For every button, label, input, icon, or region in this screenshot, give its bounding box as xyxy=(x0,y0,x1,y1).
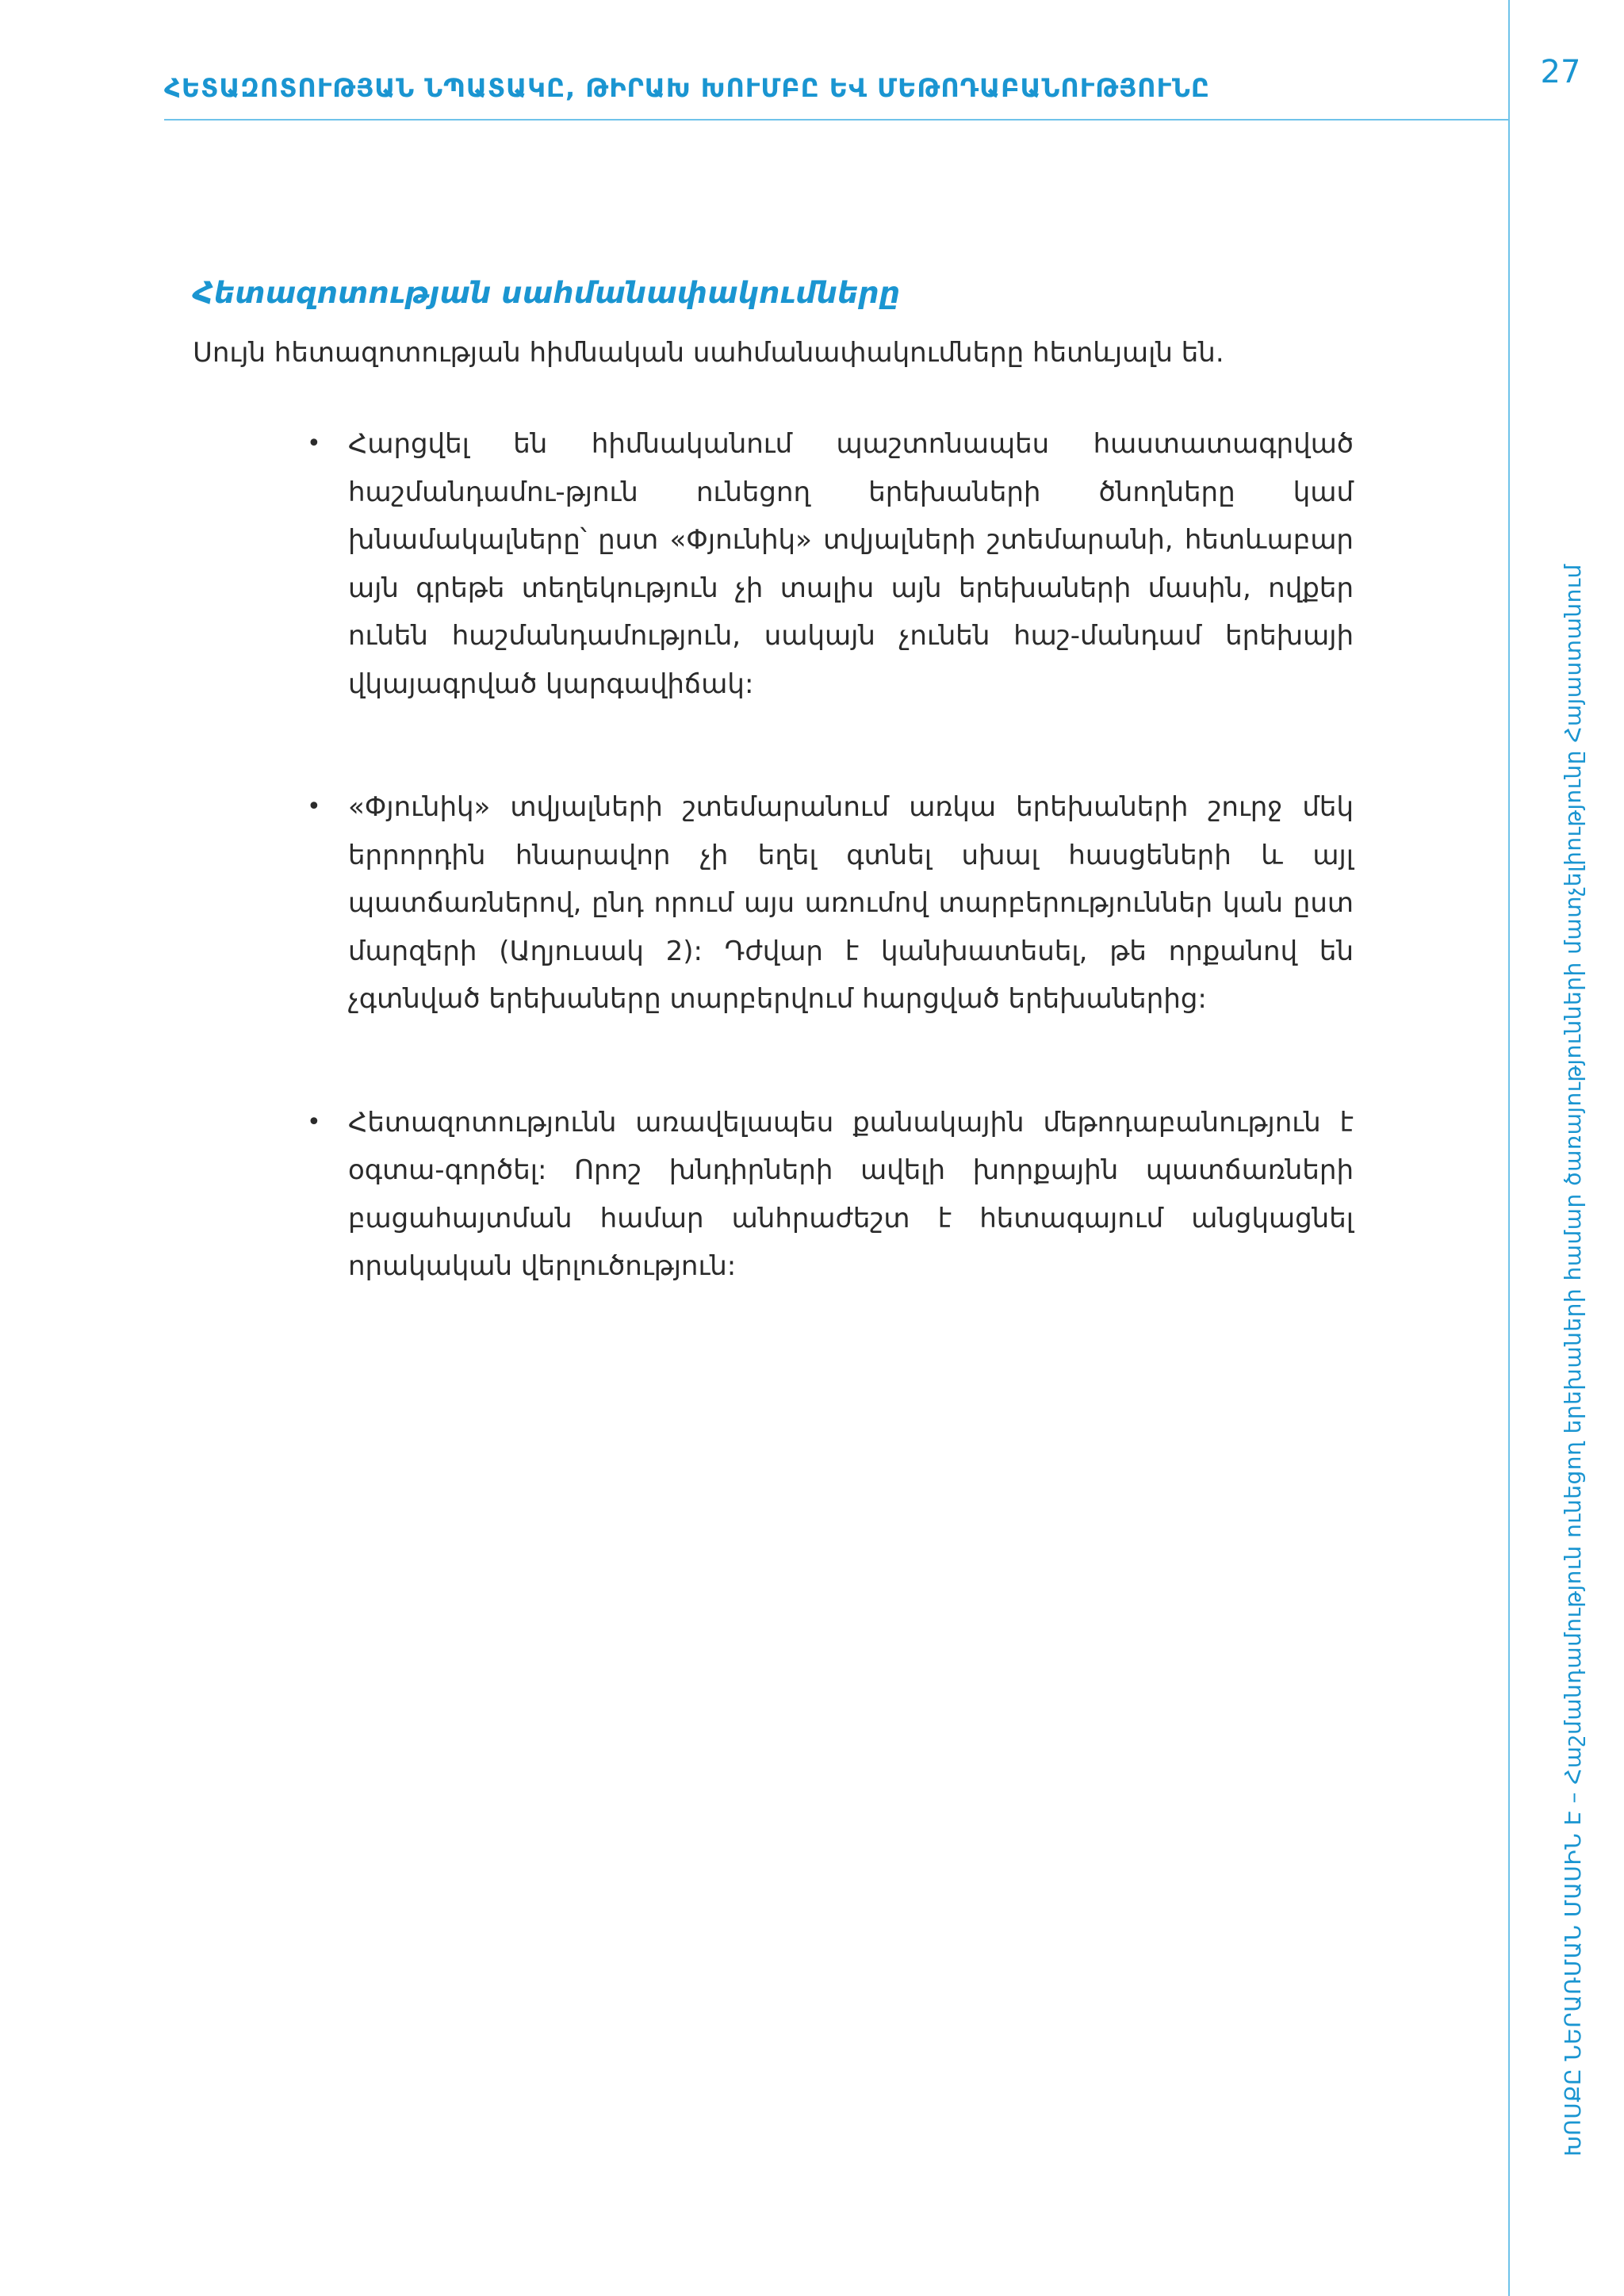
header-divider xyxy=(164,119,1509,121)
list-item xyxy=(307,420,1354,708)
running-header: ՀԵՏԱԶՈՏՈՒԹՅԱՆ ՆՊԱՏԱԿԸ, ԹԻՐԱԽ ԽՈՒՄԲԸ ԵՎ ՄԵԹՈԴԱԲԱՆՈՒԹՅՈՒՆԸ xyxy=(164,73,1210,103)
side-running-title: ԽՈՍՔԸ ՆԵՐԱՌՄԱՆ ՄԱՍԻՆ Է – Հաշմանդամություն ունեցող երեխաների համար ծառայությունների մատչելիությունը Հայաստանում xyxy=(1560,564,1586,2156)
list-item-text: «Փյունիկ» տվյալների շտեմարանում առկա երեխաների շուրջ մեկ երրորդին հնարավոր չի եղել գտնել սխալ հասցեների և այլ պատճառներով, ընդ որում այս առումով տարբերություններ կան ըստ մարզերի (Աղյուսակ 2): Դժվար է կանխատեսել, թե որքանով են չգտնված երեխաները տարբերվում հարցված երեխաներից: xyxy=(348,791,1354,1015)
bullet-marker: • xyxy=(307,430,321,457)
list-item xyxy=(307,783,1354,1024)
limitations-list xyxy=(307,420,1354,1291)
list-item-text: Հարցվել են հիմնականում պաշտոնապես հաստատագրված հաշմանդամու-թյուն ունեցող երեխաների ծնողները կամ խնամակալները՝ ըստ «Փյունիկ» տվյալների շտեմարանի, հետևաբար այն գրեթե տեղեկություն չի տալիս այն երեխաների մասին, ովքեր ունեն հաշմանդամություն, սակայն չունեն հաշ-մանդամ երեխայի վկայագրված կարգավիճակ: xyxy=(348,428,1354,700)
page-number: 27 xyxy=(1540,54,1581,90)
bullet-marker: • xyxy=(307,1108,321,1136)
list-item xyxy=(307,1099,1354,1291)
section-heading: Հետազոտության սահմանափակումները xyxy=(193,276,901,310)
intro-paragraph: Սույն հետազոտության հիմնական սահմանափակումները հետևյալն են. xyxy=(193,337,1224,369)
bullet-marker: • xyxy=(307,793,321,821)
list-item-text: Հետազոտությունն առավելապես քանակային մեթոդաբանություն է օգտա-գործել: Որոշ խնդիրների ավելի խորքային պատճառների բացահայտման համար անհրաժեշտ է հետագայում անցկացնել որակական վերլուծություն: xyxy=(348,1106,1354,1282)
margin-divider xyxy=(1508,0,1510,2296)
